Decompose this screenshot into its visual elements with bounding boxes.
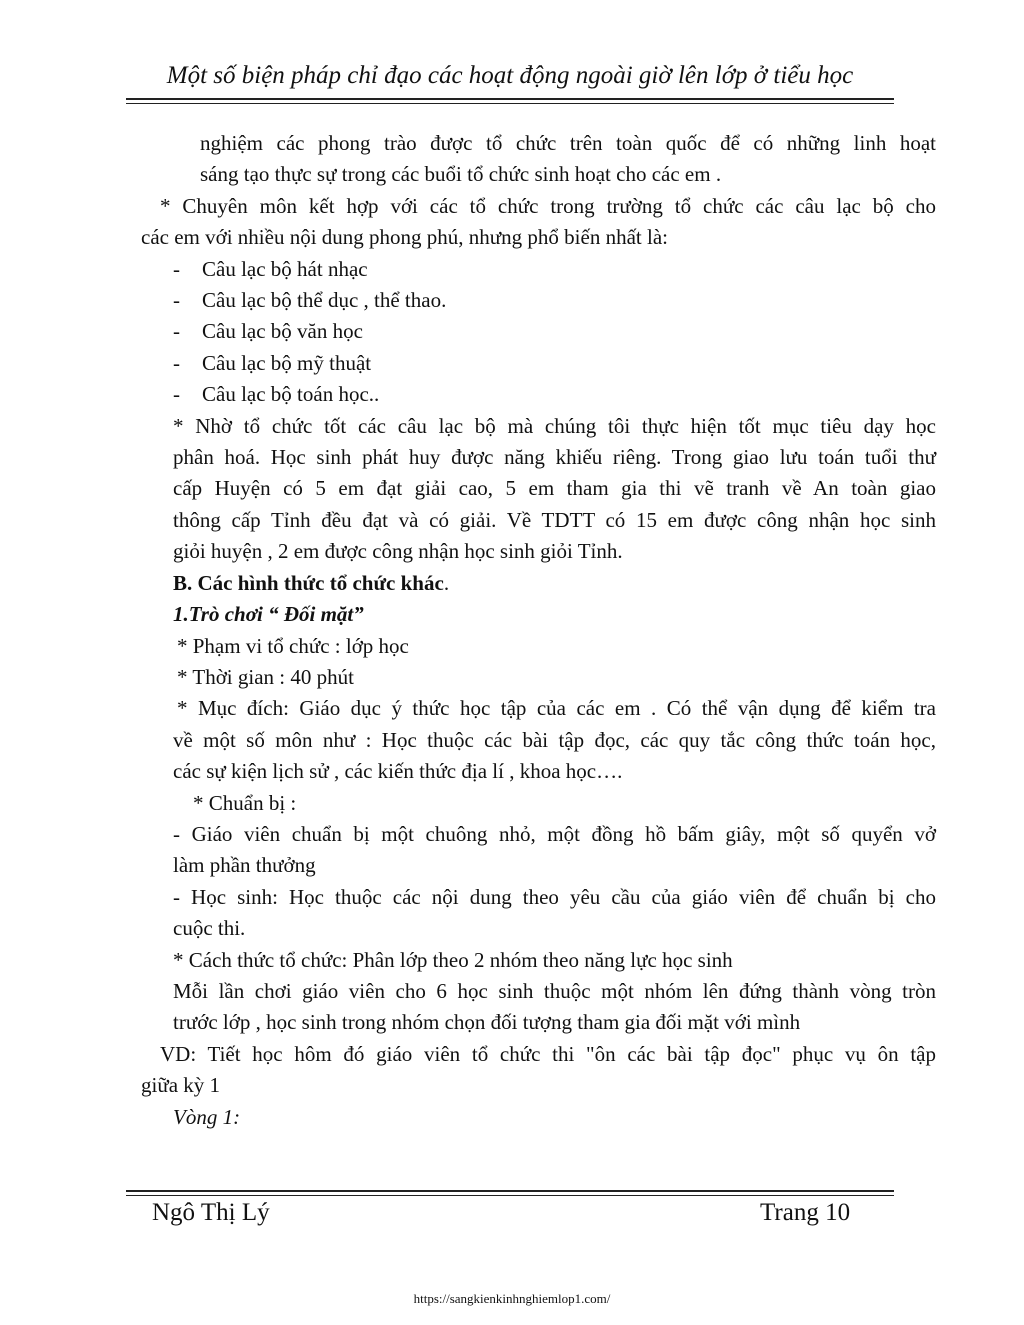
prepare-line: * Chuẩn bị : [193, 790, 297, 815]
club-list-item: - Câu lạc bộ văn học [141, 316, 936, 347]
purpose-line: các sự kiện lịch sử , các kiến thức địa lí , khoa học…. [173, 759, 623, 784]
paragraph-line: sáng tạo thực sự trong các buổi tổ chức sinh hoạt cho các em . [200, 162, 722, 187]
list-dash: - [173, 256, 180, 281]
result-line: phân hoá. Học sinh phát huy được năng khiếu riêng. Trong giao lưu toán tuổi thư [173, 445, 936, 470]
purpose-line: * Mục đích: Giáo dục ý thức học tập của các em . Có thể vận dụng để kiểm tra [177, 696, 936, 721]
teacher-line: làm phần thưởng [173, 853, 316, 878]
round-line: trước lớp , học sinh trong nhóm chọn đối tượng tham gia đối mặt với mình [173, 1010, 801, 1035]
page-header-title: Một số biện pháp chỉ đạo các hoạt động ngoài giờ lên lớp ở tiểu học [166, 62, 854, 89]
result-line: giỏi huyện , 2 em được công nhận học sinh giỏi Tỉnh. [173, 539, 623, 564]
list-dash: - [173, 350, 180, 375]
student-line: - Học sinh: Học thuộc các nội dung theo yêu cầu của giáo viên để chuẩn bị cho [173, 884, 936, 909]
footer-page-number: Trang 10 [760, 1199, 851, 1226]
footer-url-link[interactable]: https://sangkienkinhnghiemlop1.com/ [413, 1291, 611, 1306]
purpose-line: về một số môn như : Học thuộc các bài tập đọc, các quy tắc công thức toán học, [173, 727, 936, 752]
club-list-item: - Câu lạc bộ toán học.. [141, 379, 936, 410]
result-line: cấp Huyện có 5 em đạt giải cao, 5 em tham gia thi vẽ tranh về An toàn giao [173, 476, 936, 501]
footer-rule-thick [126, 1190, 894, 1192]
header-rule-thin [126, 103, 894, 104]
header-rule-thick [126, 98, 894, 100]
round1-label: Vòng 1: [173, 1104, 241, 1129]
example-line: giữa kỳ 1 [141, 1073, 221, 1098]
footer-author: Ngô Thị Lý [152, 1199, 270, 1226]
club-list-item: - Câu lạc bộ mỹ thuật [141, 348, 936, 379]
list-dash: - [173, 382, 180, 407]
method-line: * Cách thức tổ chức: Phân lớp theo 2 nhóm theo năng lực học sinh [173, 947, 733, 972]
round-line: Mỗi lần chơi giáo viên cho 6 học sinh thuộc một nhóm lên đứng thành vòng tròn [173, 978, 936, 1003]
paragraph-line: * Chuyên môn kết hợp với các tổ chức trong trường tổ chức các câu lạc bộ cho [160, 193, 936, 218]
club-list-item: - Câu lạc bộ hát nhạc [141, 254, 936, 285]
example-line: VD: Tiết học hôm đó giáo viên tổ chức thi "ôn các bài tập đọc" phục vụ ôn tập [160, 1041, 936, 1066]
result-line: thông cấp Tỉnh đều đạt và có giải. Về TDTT có 15 em được công nhận học sinh [173, 507, 936, 532]
game-title: 1.Trò chơi “ Đối mặt” [173, 602, 364, 627]
time-line: * Thời gian : 40 phút [177, 664, 354, 689]
paragraph-line: nghiệm các phong trào được tổ chức trên toàn quốc để có những linh hoạt [200, 131, 936, 155]
club-list-item: - Câu lạc bộ thể dục , thể thao. [141, 285, 936, 316]
document-body [141, 128, 936, 1133]
scope-line: * Phạm vi tổ chức : lớp học [177, 633, 409, 658]
list-dash: - [173, 288, 180, 313]
result-line: * Nhờ tổ chức tốt các câu lạc bộ mà chúng tôi thực hiện tốt mục tiêu dạy học [173, 413, 936, 438]
paragraph-line: các em với nhiều nội dung phong phú, nhưng phổ biến nhất là: [141, 225, 668, 250]
section-b-heading: B. Các hình thức tổ chức khác. [173, 570, 450, 595]
footer-rule-thin [126, 1195, 894, 1196]
teacher-line: - Giáo viên chuẩn bị một chuông nhỏ, một đồng hồ bấm giây, một số quyển vở [173, 821, 936, 846]
list-dash: - [173, 319, 180, 344]
student-line: cuộc thi. [173, 916, 246, 941]
